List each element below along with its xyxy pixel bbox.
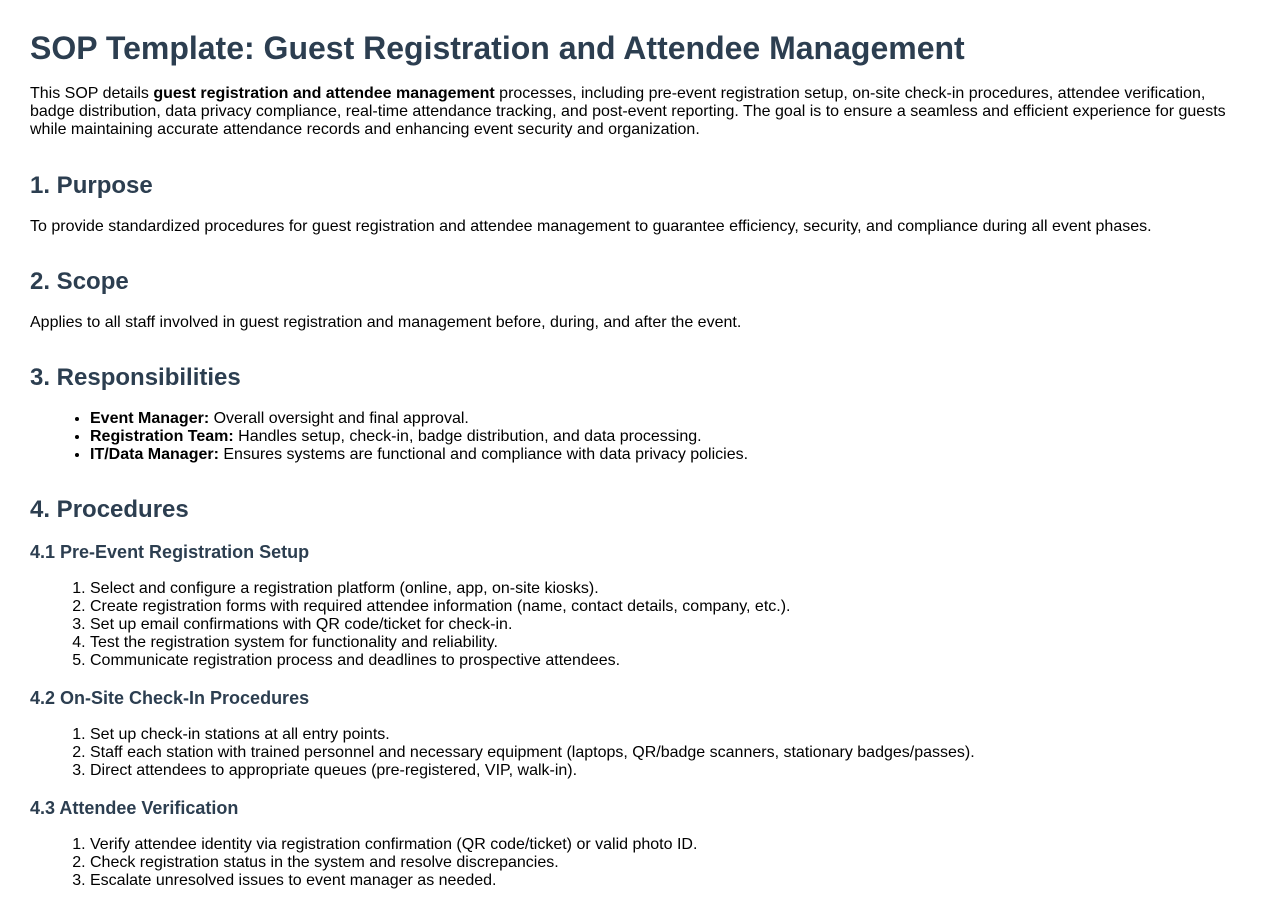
responsibility-item — [90, 428, 1233, 446]
intro-paragraph — [30, 85, 1230, 139]
step-item: 1. Select and configure a registration platform (online, app, on-site kiosks). — [90, 580, 1233, 598]
responsibilities-list — [30, 410, 1233, 464]
responsibility-desc: Ensures systems are functional and compliance with data privacy policies. — [218, 446, 749, 463]
step-item: 2. Check registration status in the system and resolve discrepancies. — [90, 854, 1233, 872]
step-item: 5. Communicate registration process and deadlines to prospective attendees. — [90, 652, 1233, 670]
responsibility-role: Event Manager: — [90, 410, 210, 427]
intro-text-before: This SOP details — [30, 85, 154, 102]
responsibility-item — [90, 410, 1233, 428]
purpose-heading: 1. Purpose — [30, 172, 153, 199]
page-title: SOP Template: Guest Registration and Attendee Management — [30, 30, 965, 66]
step-item: 1. Verify attendee identity via registration confirmation (QR code/ticket) or valid photo ID. — [90, 836, 1233, 854]
responsibility-role: Registration Team: — [90, 428, 234, 445]
responsibility-desc: Overall oversight and final approval. — [209, 410, 469, 427]
step-item: 4. Test the registration system for functionality and reliability. — [90, 634, 1233, 652]
purpose-text: To provide standardized procedures for guest registration and attendee management to guarantee efficiency, security, and compliance during all event phases. — [30, 218, 1152, 235]
step-item: 3. Set up email confirmations with QR code/ticket for check-in. — [90, 616, 1233, 634]
steps-list-4-3 — [30, 836, 1233, 890]
step-item: 1. Set up check-in stations at all entry points. — [90, 726, 1233, 744]
steps-list-4-2 — [30, 726, 1233, 780]
responsibility-role: IT/Data Manager: — [90, 446, 219, 463]
responsibility-desc: Handles setup, check-in, badge distribution, and data processing. — [233, 428, 702, 445]
intro-text-after: processes, including pre-event registration setup, on-site check-in procedures, attendee verification, badge distribution, data privacy compliance, real-time attendance tracking, and post-event reporting. The goal is to ensure a seamless and efficient experience for guests while maintaining accurate attendance records and enhancing event security and organization. — [30, 85, 1226, 138]
section-heading-4-1: 4.1 Pre-Event Registration Setup — [30, 542, 310, 562]
scope-text: Applies to all staff involved in guest registration and management before, during, and after the event. — [30, 314, 742, 331]
scope-heading: 2. Scope — [30, 268, 129, 295]
intro-text-bold: guest registration and attendee management — [153, 85, 495, 102]
procedures-heading: 4. Procedures — [30, 496, 189, 523]
step-item: 3. Escalate unresolved issues to event manager as needed. — [90, 872, 1233, 890]
section-heading-4-3: 4.3 Attendee Verification — [30, 798, 239, 818]
responsibilities-heading: 3. Responsibilities — [30, 364, 241, 391]
responsibility-item — [90, 446, 1233, 464]
step-item: 2. Create registration forms with required attendee information (name, contact details, company, etc.). — [90, 598, 1233, 616]
step-item: 3. Direct attendees to appropriate queues (pre-registered, VIP, walk-in). — [90, 762, 1233, 780]
section-heading-4-2: 4.2 On-Site Check-In Procedures — [30, 688, 310, 708]
steps-list-4-1 — [30, 580, 1233, 670]
step-item: 2. Staff each station with trained personnel and necessary equipment (laptops, QR/badge scanners, stationary badges/passes). — [90, 744, 1233, 762]
